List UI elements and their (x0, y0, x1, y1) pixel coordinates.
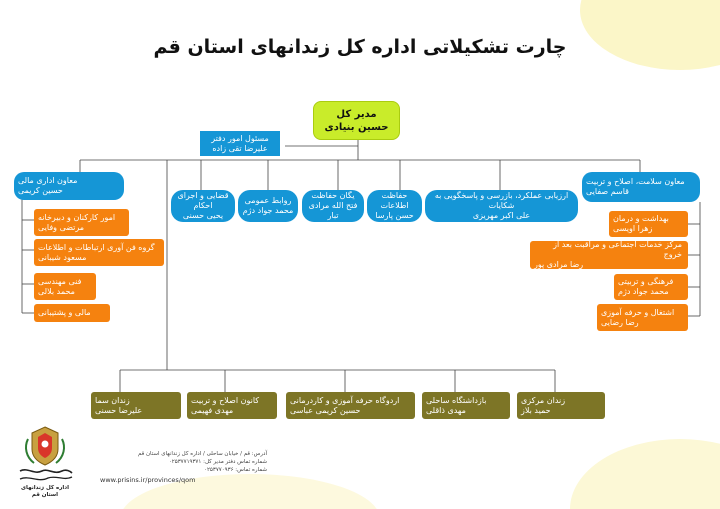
finance-unit-name: مسعود شیبانی (38, 252, 87, 262)
middle-unit-role: یگان حفاظت (311, 191, 355, 200)
middle-unit-box (367, 190, 422, 222)
director-role: مدیر کل (336, 108, 377, 120)
finance-unit-role: گروه فن آوری ارتباطات و اطلاعات (38, 242, 155, 252)
finance-unit-role: مالی و پشتیبانی (38, 308, 91, 317)
office-head-name: علیرضا تقی زاده (212, 143, 268, 153)
deputy-finance-role: معاون اداری مالی (18, 176, 78, 185)
middle-unit-role: ارزیابی عملکرد، بازرسی و پاسخگویی به شکایات (434, 191, 569, 210)
finance-unit-name: محمد بلالی (38, 286, 75, 296)
prison-role: اردوگاه حرفه آموزی و کاردرمانی (290, 395, 400, 405)
office-head-role: مسئول امور دفتر (211, 133, 269, 143)
prison-name: حمید بلاز (521, 405, 551, 415)
footer-phone-director: شماره تماس دفتر مدیر کل: ۰۲۵۳۷۷۱۹۳۷۱ (168, 459, 267, 465)
deputy-finance-box (14, 172, 124, 200)
logo-caption: اداره کل زندانهای استان قم (20, 485, 70, 498)
prison-role: بازداشتگاه ساحلی (426, 395, 487, 405)
middle-unit-name: یحیی حسنی (182, 211, 224, 220)
middle-unit-role: روابط عمومی (244, 196, 292, 205)
health-unit-box (530, 241, 688, 269)
prison-name: علیرضا حسنی (95, 405, 143, 415)
finance-unit-box (34, 209, 129, 236)
office-head-box (200, 131, 280, 156)
middle-unit-box (425, 190, 578, 222)
footer-phone: شماره تماس: ۰۲۵۳۷۷۰۹۳۶ (204, 467, 267, 473)
prison-name: مهدی ذاقلی (426, 405, 466, 415)
footer-address: آدرس: قم / خیابان ساحلی / اداره کل زندانهای استان قم (137, 451, 267, 457)
health-unit-box (597, 304, 688, 331)
prison-role: زندان مرکزی (521, 395, 566, 405)
middle-unit-role: حفاظت اطلاعات (380, 191, 409, 210)
health-unit-name: محمد جواد دژم (618, 287, 669, 296)
middle-unit-box (238, 190, 298, 222)
middle-unit-name: محمد جواد دژم (242, 206, 294, 215)
health-unit-name: رضا رضایی (601, 317, 639, 327)
health-unit-role: فرهنگی و تربیتی (618, 277, 674, 286)
health-unit-name: زهرا اویسی (613, 224, 653, 233)
health-unit-name: رضا مرادی پور (534, 260, 584, 269)
health-unit-box (614, 274, 688, 300)
director-box (313, 101, 400, 140)
prison-name: حسین کریمی عباسی (290, 405, 361, 415)
finance-unit-name: مرتضی وفایی (38, 222, 85, 232)
deputy-finance-name: حسین کریمی (18, 186, 63, 195)
health-unit-box (609, 211, 688, 237)
finance-unit-role: فنی مهندسی (38, 276, 82, 286)
prison-box (187, 392, 277, 419)
deputy-health-name: قاسم صفایی (586, 187, 630, 196)
prison-box (422, 392, 510, 419)
prison-name: مهدی فهیمی (191, 405, 234, 415)
middle-unit-box (171, 190, 235, 222)
director-name: حسین بنیادی (324, 121, 389, 133)
middle-unit-name: فتح الله مرادی تبار (308, 201, 358, 220)
middle-unit-name: علی اکبر مهریزی (472, 211, 531, 220)
chart-title: چارت تشکیلاتی اداره کل زندانهای استان قم (153, 36, 567, 58)
middle-unit-box (302, 190, 364, 222)
prison-box (91, 392, 181, 419)
prisons-org-logo (14, 425, 76, 499)
middle-unit-name: حسن پارسا (375, 211, 414, 220)
health-unit-role: بهداشت و درمان (613, 214, 669, 223)
deputy-health-role: معاون سلامت، اصلاح و تربیت (586, 177, 685, 186)
health-unit-role: مرکز خدمات اجتماعی و مراقبت بعد از خروج (553, 240, 682, 259)
middle-unit-role: قضایی و اجرای احکام (177, 191, 229, 210)
prison-role: کانون اصلاح و تربیت (191, 395, 260, 405)
finance-unit-box (34, 304, 110, 322)
footer-website[interactable]: www.prisins.ir/provinces/qom (100, 476, 196, 484)
prison-box (517, 392, 605, 419)
deputy-health-box (582, 172, 700, 202)
health-unit-role: اشتغال و حرفه آموزی (601, 307, 675, 317)
finance-unit-role: امور کارکنان و دبیرخانه (38, 212, 116, 222)
finance-unit-box (34, 239, 164, 266)
finance-unit-box (34, 273, 96, 300)
prison-box (286, 392, 415, 419)
prison-role: زندان سما (95, 395, 130, 405)
footer-contact (97, 450, 267, 474)
